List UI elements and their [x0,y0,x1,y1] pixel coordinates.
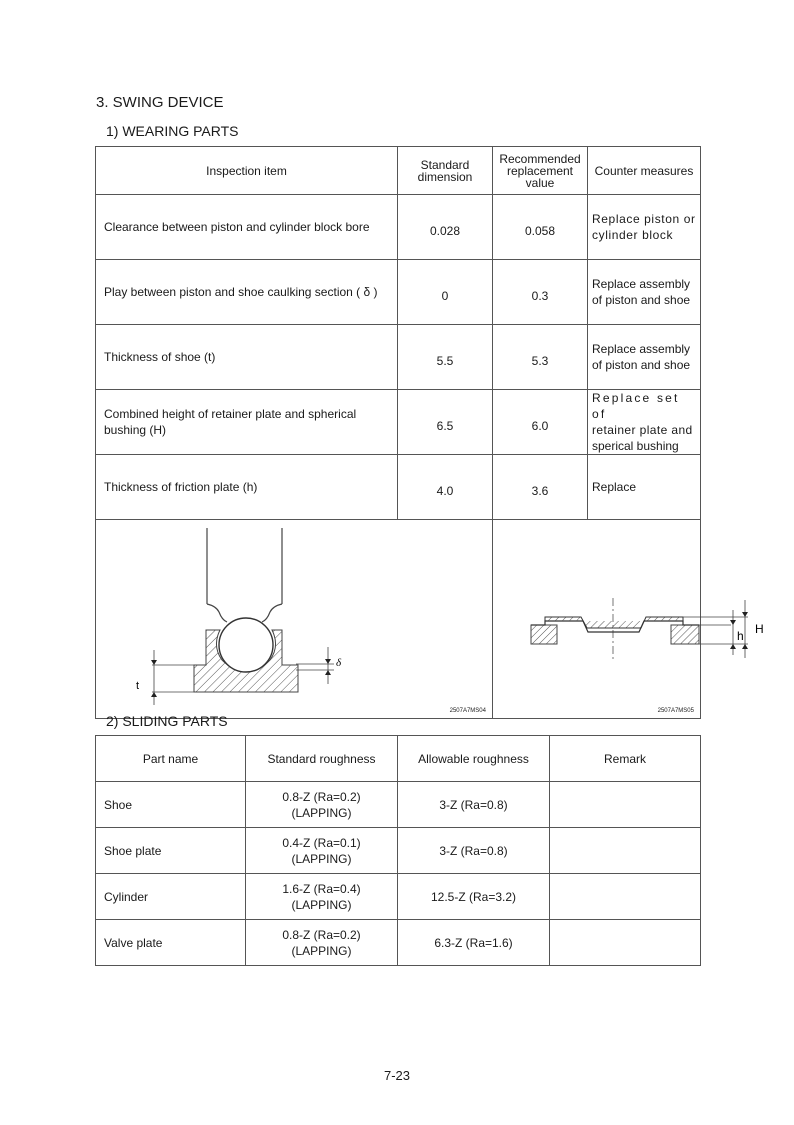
header-remark: Remark [550,736,701,782]
standard-roughness [246,782,398,828]
inspection-item: Clearance between piston and cylinder block bore [96,195,398,260]
table-header-row [96,736,701,782]
table-row [96,260,701,325]
retainer-plate-diagram [493,520,794,718]
counter-measure-line: Replace set of [592,391,680,421]
allowable-roughness: 6.3-Z (Ra=1.6) [398,920,550,966]
header-standard-roughness: Standard roughness [246,736,398,782]
allowable-roughness: 3-Z (Ra=0.8) [398,828,550,874]
standard-dimension: 0.028 [398,195,493,260]
page-number: 7-23 [383,1068,411,1083]
standard-dimension: 0 [398,260,493,325]
recommended-value: 0.058 [493,195,588,260]
counter-measure-line: Replace [592,480,637,494]
std-roughness-value: 0.4-Z (Ra=0.1) [282,835,361,850]
table-row [96,874,701,920]
part-name: Shoe plate [96,828,246,874]
header-recommended-value [493,147,588,195]
table-row [96,390,701,455]
sliding-parts-title: 2) SLIDING PARTS [106,713,228,729]
standard-dimension: 6.5 [398,390,493,455]
header-standard-dimension [398,147,493,195]
std-roughness-value: 0.8-Z (Ra=0.2) [282,789,361,804]
remark [550,874,701,920]
label-H: H [755,622,764,636]
standard-roughness [246,920,398,966]
recommended-value: 6.0 [493,390,588,455]
header-rec-line3: value [525,175,555,190]
recommended-value: 5.3 [493,325,588,390]
counter-measure [588,325,701,390]
allowable-roughness: 3-Z (Ra=0.8) [398,782,550,828]
standard-dimension: 4.0 [398,455,493,520]
table-row [96,828,701,874]
wearing-parts-title: 1) WEARING PARTS [106,123,239,139]
sliding-parts-table [95,735,701,966]
table-row [96,455,701,520]
recommended-value: 0.3 [493,260,588,325]
retainer-plate-figure-cell [493,520,764,719]
section-title: 3. SWING DEVICE [96,94,224,111]
header-std-line2: dimension [417,169,473,184]
wearing-parts-table [95,146,764,719]
inspection-item: Play between piston and shoe caulking section ( δ ) [96,260,398,325]
table-header-row [96,147,701,195]
counter-measure [588,390,701,455]
counter-measure [588,260,701,325]
counter-measure-line: retainer plate and [592,423,693,437]
header-allowable-roughness: Allowable roughness [398,736,550,782]
part-name: Cylinder [96,874,246,920]
std-roughness-method: (LAPPING) [291,943,352,958]
recommended-value: 3.6 [493,455,588,520]
standard-roughness [246,874,398,920]
std-roughness-method: (LAPPING) [291,897,352,912]
counter-measure [588,195,701,260]
figure-code-right: 2507A7MS05 [657,708,694,714]
counter-measure-line: Replace assembly [592,277,691,291]
piston-shoe-diagram [96,520,398,718]
counter-measure-line: of piston and shoe [592,358,691,372]
piston-shoe-figure-cell [96,520,493,719]
label-t: t [136,680,140,692]
figure-code-left: 2507A7MS04 [449,708,486,714]
header-rec-line2: replacement [506,163,574,178]
std-roughness-value: 0.8-Z (Ra=0.2) [282,927,361,942]
header-rec-line1: Recommended [499,151,581,166]
table-row [96,920,701,966]
allowable-roughness: 12.5-Z (Ra=3.2) [398,874,550,920]
remark [550,920,701,966]
standard-roughness [246,828,398,874]
header-inspection-item: Inspection item [96,147,398,195]
std-roughness-method: (LAPPING) [291,805,352,820]
label-h: h [737,629,744,643]
table-row [96,195,701,260]
figure-row [96,520,701,719]
remark [550,782,701,828]
counter-measure-line: Replace piston or [592,212,696,226]
std-roughness-value: 1.6-Z (Ra=0.4) [282,881,361,896]
inspection-item: Thickness of friction plate (h) [96,455,398,520]
part-name: Shoe [96,782,246,828]
inspection-item: Thickness of shoe (t) [96,325,398,390]
counter-measure-line: Replace assembly [592,342,691,356]
std-roughness-method: (LAPPING) [291,851,352,866]
inspection-item: Combined height of retainer plate and spherical bushing (H) [96,390,398,455]
counter-measure-line: cylinder block [592,228,674,242]
label-delta: δ [336,657,342,669]
header-counter-measures: Counter measures [588,147,701,195]
table-row [96,325,701,390]
standard-dimension: 5.5 [398,325,493,390]
table-row [96,782,701,828]
remark [550,828,701,874]
counter-measure-line: of piston and shoe [592,293,691,307]
counter-measure [588,455,701,520]
part-name: Valve plate [96,920,246,966]
header-std-line1: Standard [420,157,470,172]
header-part-name: Part name [96,736,246,782]
counter-measure-line: sperical bushing [592,439,679,453]
